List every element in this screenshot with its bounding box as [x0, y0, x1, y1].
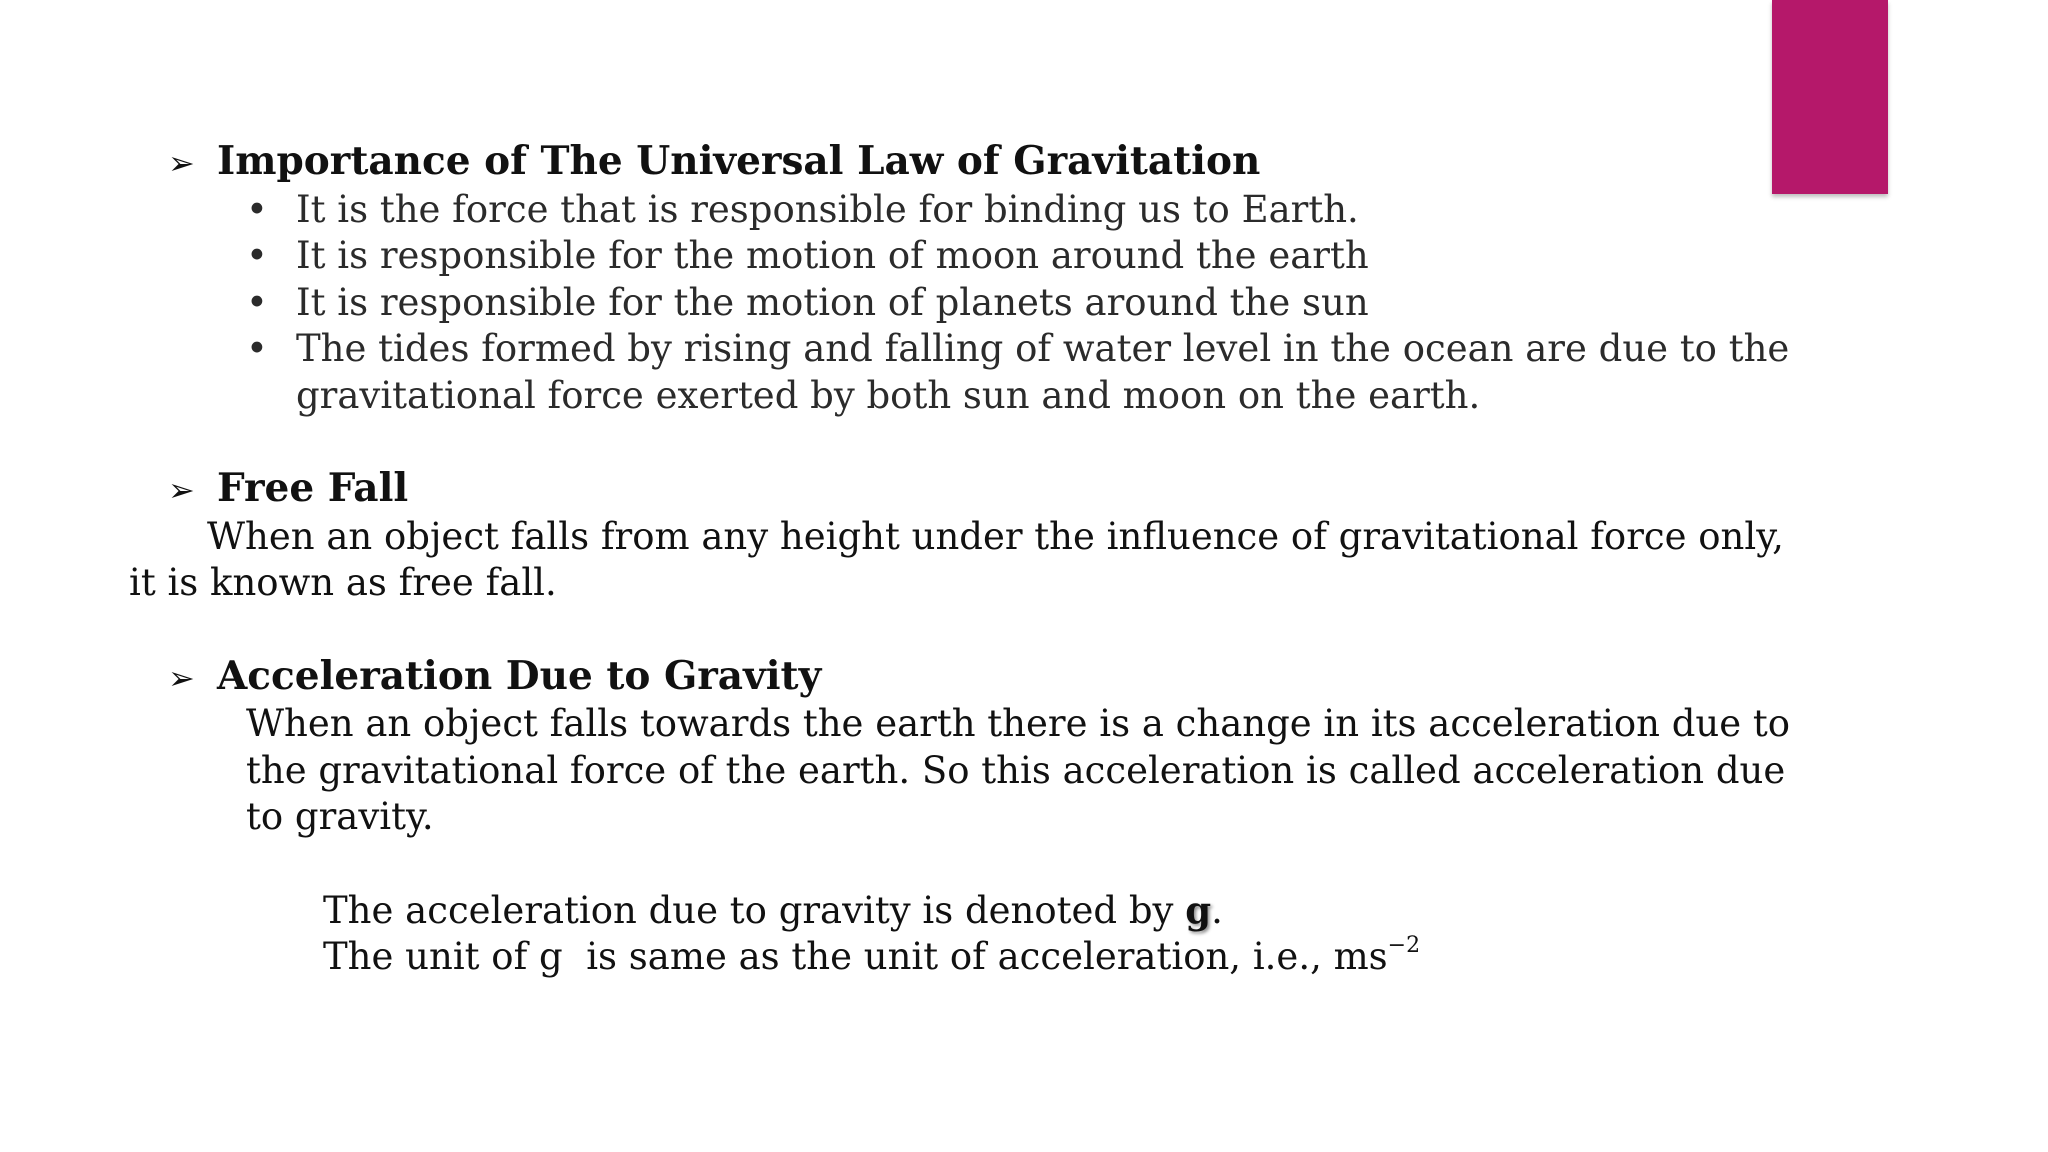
unit-line — [323, 934, 1808, 981]
acceleration-title: Acceleration Due to Gravity — [217, 652, 822, 699]
free-fall-title: Free Fall — [217, 465, 409, 511]
arrow-bullet-icon: ➢ — [168, 471, 195, 509]
importance-list — [168, 187, 1808, 420]
denoted-prefix: The acceleration due to gravity is denoted by — [323, 888, 1186, 932]
free-fall-text: When an object falls from any height under the influence of gravitational force only, it is known as free fall. — [129, 514, 1784, 604]
bullet-dot-icon: • — [246, 187, 268, 231]
slide-content — [129, 138, 1808, 981]
acceleration-text: When an object falls towards the earth there is a change in its acceleration due to the gravitational force of the earth. So this acceleration is called acceleration due to gravity. — [246, 702, 1791, 838]
importance-title: Importance of The Universal Law of Gravitation — [217, 138, 1261, 184]
spacer — [168, 841, 1808, 887]
list-item — [246, 326, 1808, 419]
unit-text: The unit of g is same as the unit of acceleration, i.e., ms — [323, 935, 1388, 978]
spacer — [168, 607, 1808, 653]
list-item-text: The tides formed by rising and falling of water level in the ocean are due to the gravitational force exerted by both sun and moon on the earth. — [296, 327, 1790, 417]
bullet-dot-icon: • — [246, 234, 268, 277]
arrow-bullet-icon: ➢ — [168, 144, 195, 182]
list-item — [246, 280, 1808, 327]
list-item — [246, 187, 1808, 234]
bullet-dot-icon: • — [246, 327, 268, 370]
list-item-text: It is responsible for the motion of planets around the sun — [296, 280, 1369, 324]
list-item — [246, 233, 1808, 280]
list-item-text: It is the force that is responsible for binding us to Earth. — [296, 187, 1359, 231]
importance-heading — [168, 138, 1808, 187]
formula-block — [168, 887, 1808, 981]
bullet-dot-icon: • — [246, 280, 268, 324]
denoted-line — [323, 887, 1808, 935]
denoted-suffix: . — [1211, 888, 1223, 932]
acceleration-heading — [168, 653, 1808, 702]
unit-exponent: −2 — [1387, 932, 1421, 958]
list-item-text: It is responsible for the motion of moon around the earth — [296, 234, 1369, 277]
free-fall-heading — [168, 465, 1808, 514]
arrow-bullet-icon: ➢ — [168, 658, 195, 697]
spacer — [168, 419, 1808, 465]
g-symbol: g — [1185, 887, 1212, 932]
